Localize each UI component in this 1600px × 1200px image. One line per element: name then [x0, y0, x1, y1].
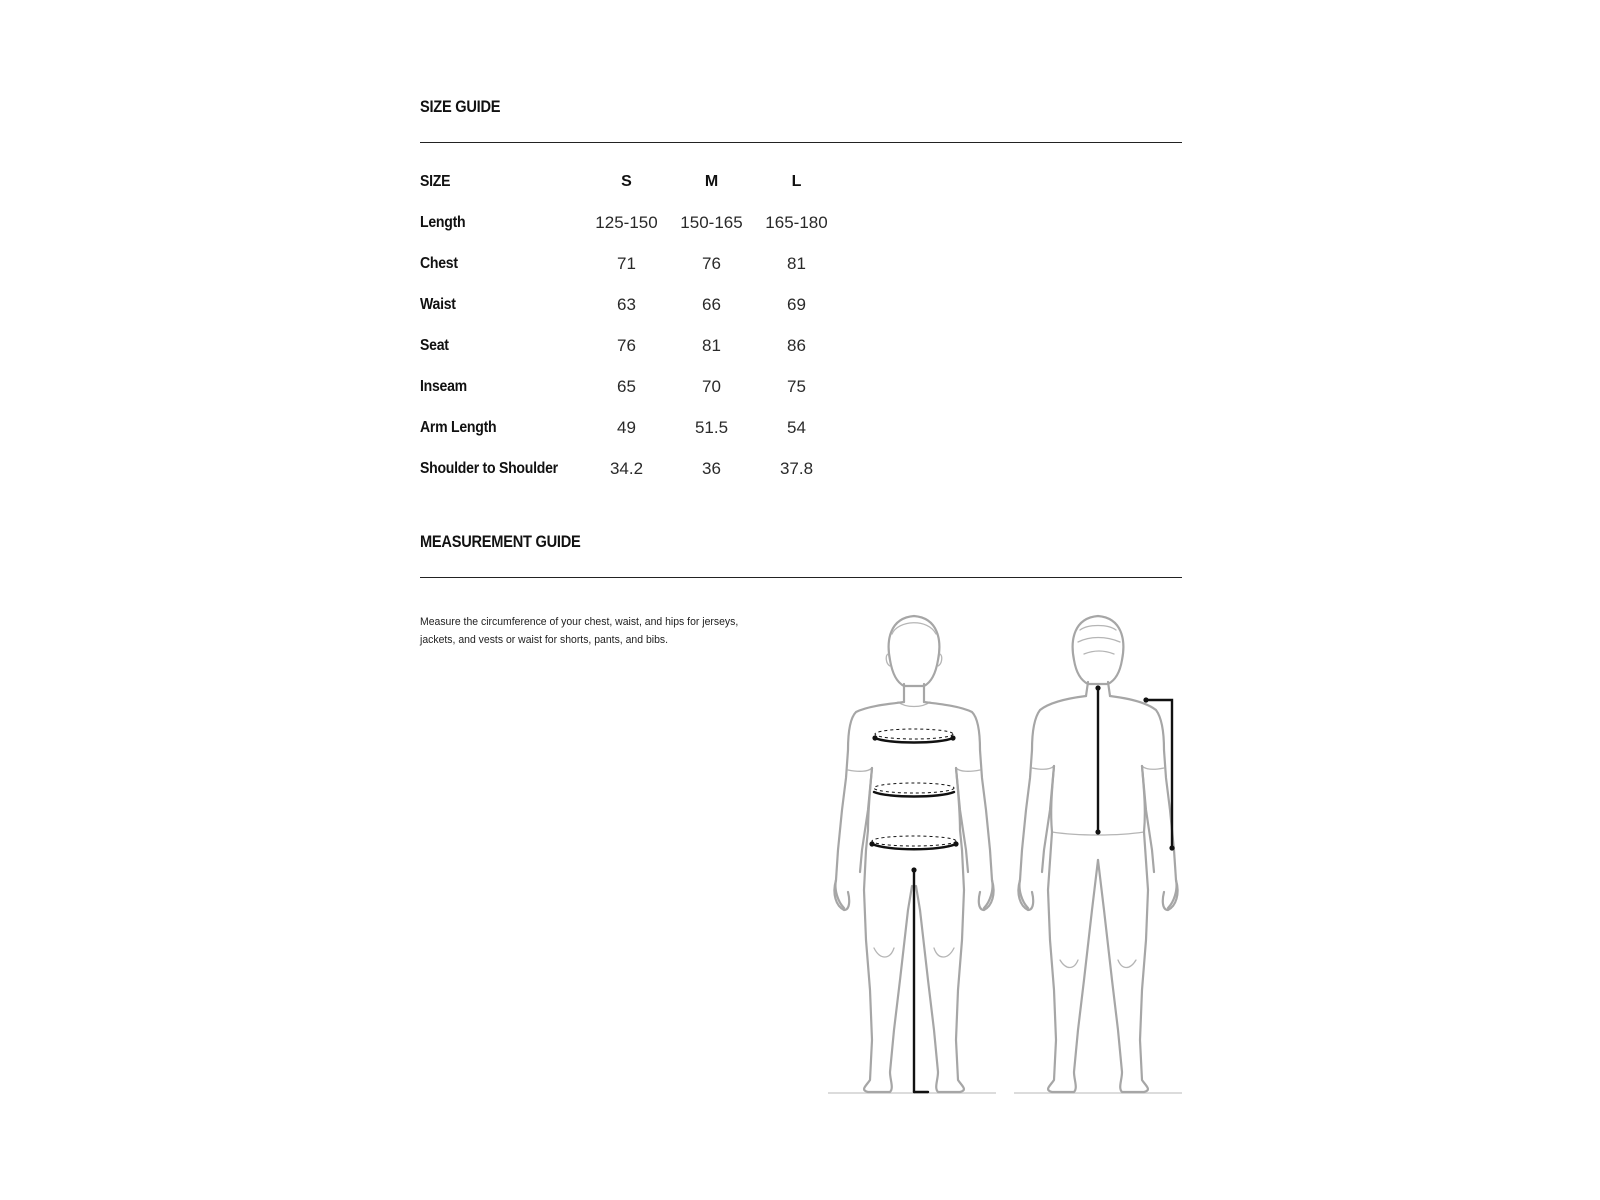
cell-value: 81 — [702, 335, 721, 355]
table-row — [420, 284, 839, 325]
table-row — [420, 243, 839, 284]
cell-value: 66 — [702, 294, 721, 314]
cell-value: 54 — [787, 417, 806, 437]
cell-value: 69 — [787, 294, 806, 314]
size-header-s: S — [621, 173, 632, 190]
size-header-label: SIZE — [420, 173, 451, 190]
cell-value: 165-180 — [765, 212, 828, 232]
cell-value: 125-150 — [595, 212, 658, 232]
row-label: Length — [420, 213, 466, 231]
size-table — [420, 162, 839, 489]
row-label: Inseam — [420, 377, 467, 395]
cell-value: 36 — [702, 458, 721, 478]
cell-value: 51.5 — [694, 417, 729, 437]
size-header-l: L — [791, 173, 802, 190]
row-label: Chest — [420, 254, 458, 272]
table-row — [420, 448, 839, 489]
row-label: Arm Length — [420, 418, 497, 436]
cell-value: 76 — [702, 253, 721, 273]
cell-value: 49 — [617, 417, 636, 437]
cell-value: 70 — [702, 376, 721, 396]
cell-value: 81 — [787, 253, 806, 273]
measurement-illustration — [828, 610, 1188, 1100]
cell-value: 37.8 — [779, 458, 814, 478]
body-front-illustration-icon — [834, 616, 993, 1092]
arm-length-measure-line — [1146, 700, 1172, 848]
cell-value: 34.2 — [609, 458, 644, 478]
waist-measure-line — [874, 792, 954, 797]
row-label: Shoulder to Shoulder — [420, 459, 558, 477]
measurement-guide-description: Measure the circumference of your chest, waist, and hips for jerseys, jackets, and vests or waist for shorts, pants, and bibs. — [420, 616, 739, 646]
cell-value: 65 — [617, 376, 636, 396]
measurement-guide-divider — [420, 577, 1182, 578]
size-header-m: M — [704, 173, 719, 190]
size-guide-title: SIZE GUIDE — [420, 97, 501, 116]
cell-value: 63 — [617, 294, 636, 314]
cell-value: 76 — [617, 335, 636, 355]
cell-value: 150-165 — [680, 212, 743, 232]
chest-measure-line — [875, 738, 953, 743]
cell-value: 86 — [787, 335, 806, 355]
table-row — [420, 366, 839, 407]
table-row — [420, 325, 839, 366]
size-table-header-row — [420, 162, 839, 202]
size-guide-divider — [420, 142, 1182, 143]
row-label: Seat — [420, 336, 449, 354]
table-row — [420, 202, 839, 243]
table-row — [420, 407, 839, 448]
cell-value: 75 — [787, 376, 806, 396]
body-back-illustration-icon — [1018, 616, 1177, 1092]
cell-value: 71 — [617, 253, 636, 273]
row-label: Waist — [420, 295, 456, 313]
measurement-guide-title: MEASUREMENT GUIDE — [420, 532, 581, 551]
